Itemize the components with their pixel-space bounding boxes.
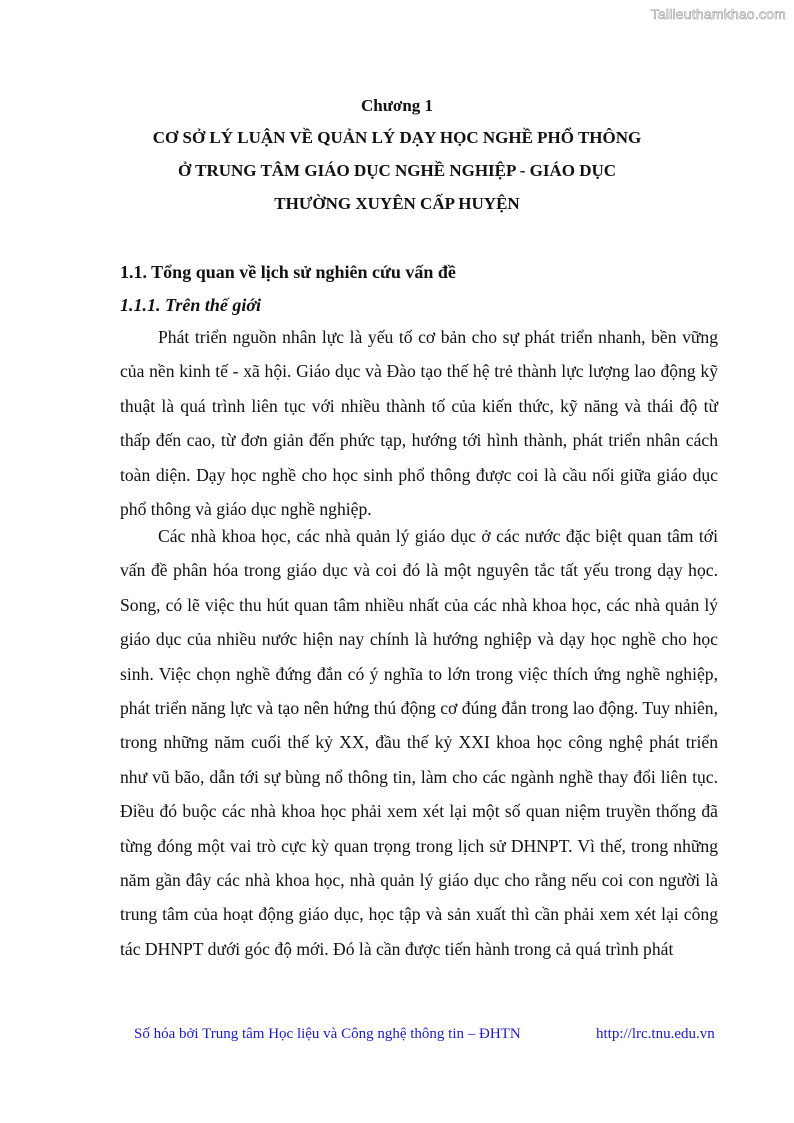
paragraph-2: Các nhà khoa học, các nhà quản lý giáo dục ở các nước đặc biệt quan tâm tới vấn đề phân hóa trong giáo dục và coi đó là một nguyên tắc tất yếu trong dạy học. Song, có lẽ việc thu hút quan tâm nhiều nhất của các nhà khoa học, các nhà quản lý giáo dục của nhiều nước hiện nay chính là hướng nghiệp và dạy học nghề cho học sinh. Việc chọn nghề đứng đắn có ý nghĩa to lớn trong việc thích ứng nghề nghiệp, phát triển năng lực và tạo nên hứng thú động cơ đúng đắn trong lao động. Tuy nhiên, trong những năm cuối thế kỷ XX, đầu thế kỷ XXI khoa học công nghệ phát triển như vũ bão, dẫn tới sự bùng nổ thông tin, làm cho các ngành nghề thay đổi liên tục. Điều đó buộc các nhà khoa học phải xem xét lại một số quan niệm truyền thống đã từng đóng một vai trò cực kỳ quan trọng trong lịch sử DHNPT. Vì thế, trong những năm gần đây các nhà khoa học, nhà quản lý giáo dục cho rằng nếu coi con người là trung tâm của hoạt động giáo dục, học tập và sản xuất thì cần phải xem xét lại công tác DHNPT dưới góc độ mới. Đó là cần được tiến hành trong cả quá trình phát xyxy=(120,526,718,959)
watermark: Tailieuthamkhao.com xyxy=(650,6,786,22)
section-heading: 1.1. Tổng quan về lịch sử nghiên cứu vấn đề xyxy=(120,262,456,282)
footer-url-link[interactable]: http://lrc.tnu.edu.vn xyxy=(596,1026,715,1042)
chapter-title-line-3: THƯỜNG XUYÊN CẤP HUYỆN xyxy=(274,194,520,213)
paragraph-1: Phát triển nguồn nhân lực là yếu tố cơ bản cho sự phát triển nhanh, bền vững của nền kinh tế - xã hội. Giáo dục và Đào tạo thế hệ trẻ thành lực lượng lao động kỹ thuật là quá trình liên tục với nhiều thành tố của kiến thức, kỹ năng và thái độ từ thấp đến cao, từ đơn giản đến phức tạp, hướng tới hình thành, phát triển nhân cách toàn diện. Dạy học nghề cho học sinh phổ thông được coi là cầu nối giữa giáo dục phổ thông và giáo dục nghề nghiệp. xyxy=(120,327,718,520)
subsection-heading: 1.1.1. Trên thế giới xyxy=(120,295,261,315)
footer-digitized-by: Số hóa bởi Trung tâm Học liệu và Công nghệ thông tin – ĐHTN xyxy=(134,1026,521,1042)
chapter-title-line-2: Ở TRUNG TÂM GIÁO DỤC NGHỀ NGHIỆP - GIÁO DỤC xyxy=(177,161,617,180)
chapter-number: Chương 1 xyxy=(360,96,434,115)
chapter-title-line-1: CƠ SỞ LÝ LUẬN VỀ QUẢN LÝ DẠY HỌC NGHỀ PHỔ THÔNG xyxy=(152,128,642,147)
